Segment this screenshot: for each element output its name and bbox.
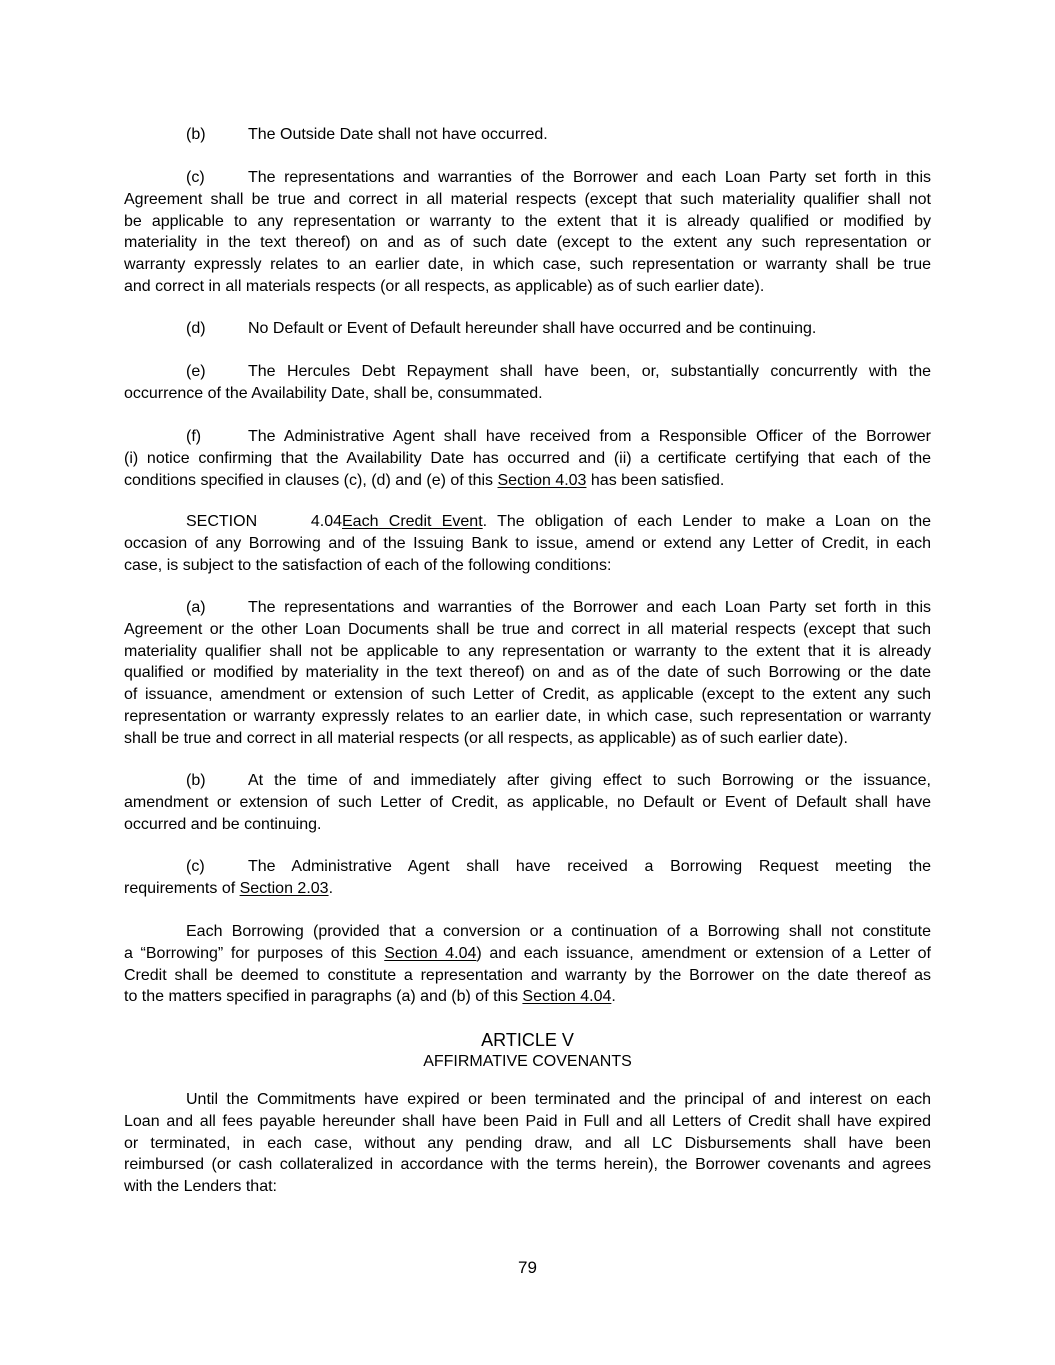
article-heading bbox=[124, 1030, 931, 1072]
clause-c-representations bbox=[124, 167, 931, 298]
text-segment: . bbox=[611, 988, 616, 1006]
text-line bbox=[124, 361, 931, 383]
text-line bbox=[124, 770, 931, 792]
clause-c-borrowing-request bbox=[124, 856, 931, 900]
text-line: with the Lenders that: bbox=[124, 1178, 277, 1196]
clause-f-officer-certificate bbox=[124, 426, 931, 491]
text-line bbox=[124, 470, 931, 492]
text-line: Until the Commitments have expired or been terminated and the principal of and interest on each bbox=[186, 1091, 931, 1108]
text-line: case, is subject to the satisfaction of each of the following conditions: bbox=[124, 556, 612, 574]
text-line: materiality in the text thereof) on and as of such date (except to the extent any such representation or bbox=[124, 234, 931, 252]
paragraph-each-borrowing bbox=[124, 921, 931, 1008]
text-segment: a “Borrowing” for purposes of this bbox=[124, 944, 385, 962]
text-line bbox=[124, 943, 931, 965]
text-line: representation or warranty expressly relates to an earlier date, in which case, such representation or warranty bbox=[124, 707, 931, 725]
text-line: materiality qualifier shall not be applicable to any representation or warranty to the extent that it is already bbox=[124, 642, 931, 660]
clause-label: (a) bbox=[186, 599, 206, 616]
section-reference: Section 4.03 bbox=[497, 471, 587, 489]
page-number: 79 bbox=[518, 1258, 537, 1277]
text-segment: No Default or Event of Default hereunder shall have occurred and be continuing. bbox=[248, 320, 817, 337]
text-line: shall be true and correct in all material respects (or all respects, as applicable) as of such earlier date). bbox=[124, 729, 848, 747]
clause-label: (e) bbox=[186, 363, 206, 380]
text-line: Agreement shall be true and correct in all material respects (except that such materiality qualifier shall not bbox=[124, 190, 931, 208]
article-title: AFFIRMATIVE COVENANTS bbox=[423, 1053, 632, 1070]
text-segment: The representations and warranties of the Borrower and each Loan Party set forth in this bbox=[248, 599, 931, 616]
text-segment: to the matters specified in paragraphs (a) and (b) of this bbox=[124, 988, 523, 1006]
text-segment: requirements of bbox=[124, 879, 240, 897]
clause-label: (f) bbox=[186, 428, 202, 445]
text-line bbox=[124, 318, 931, 340]
text-line bbox=[124, 856, 931, 878]
clause-b-no-default bbox=[124, 770, 931, 835]
text-line bbox=[124, 124, 931, 146]
clause-label: (d) bbox=[186, 320, 206, 337]
text-segment: At the time of and immediately after giving effect to such Borrowing or the issuance, bbox=[248, 772, 931, 789]
text-line bbox=[124, 597, 931, 619]
clause-label: (b) bbox=[186, 126, 206, 143]
text-segment: The representations and warranties of the Borrower and each Loan Party set forth in this bbox=[248, 169, 931, 186]
clause-label: (c) bbox=[186, 858, 205, 875]
text-segment: The Administrative Agent shall have received from a Responsible Officer of the Borrower bbox=[248, 428, 931, 445]
text-line bbox=[124, 426, 931, 448]
clause-label: (b) bbox=[186, 772, 206, 789]
text-line: amendment or extension of such Letter of Credit, as applicable, no Default or Event of Default shall have bbox=[124, 793, 931, 811]
text-line: occasion of any Borrowing and of the Issuing Bank to issue, amend or extend any Letter of Credit, in each bbox=[124, 534, 931, 552]
text-segment: . The obligation of each Lender to make a Loan on the bbox=[482, 513, 932, 530]
text-line: reimbursed (or cash collateralized in accordance with the terms herein), the Borrower covenants and agrees bbox=[124, 1156, 931, 1174]
text-segment: The Outside Date shall not have occurred. bbox=[248, 126, 548, 143]
text-line: be applicable to any representation or warranty to the extent that it is already qualified or modified by bbox=[124, 212, 931, 230]
section-number: SECTION 4.04 bbox=[186, 513, 342, 530]
text-line: warranty expressly relates to an earlier date, in which case, such representation or warranty shall be true bbox=[124, 256, 931, 274]
clause-a-representations bbox=[124, 597, 931, 750]
text-line: Loan and all fees payable hereunder shall have been Paid in Full and all Letters of Credit shall have expired bbox=[124, 1112, 931, 1130]
clause-d-no-default bbox=[124, 318, 931, 340]
text-segment: The Administrative Agent shall have received a Borrowing Request meeting the bbox=[248, 858, 931, 875]
text-line: occurred and be continuing. bbox=[124, 815, 322, 833]
text-line: Agreement or the other Loan Documents shall be true and correct in all material respects (except that such bbox=[124, 620, 931, 638]
section-reference: Section 4.04 bbox=[384, 944, 477, 962]
text-segment: has been satisfied. bbox=[586, 471, 725, 489]
text-segment: conditions specified in clauses (c), (d) and (e) of this bbox=[124, 471, 498, 489]
section-4-04 bbox=[124, 511, 931, 576]
clause-label: (c) bbox=[186, 169, 205, 186]
clause-e-hercules-repayment bbox=[124, 361, 931, 405]
text-line: Each Borrowing (provided that a conversion or a continuation of a Borrowing shall not constitute bbox=[186, 923, 931, 940]
text-line bbox=[124, 167, 931, 189]
text-line: Credit shall be deemed to constitute a representation and warranty by the Borrower on the date thereof as bbox=[124, 966, 931, 984]
section-reference: Section 4.04 bbox=[522, 988, 612, 1006]
clause-b-outside-date bbox=[124, 124, 931, 146]
text-line: qualified or modified by materiality in the text thereof) on and as of the date of such Borrowing or the date bbox=[124, 664, 931, 682]
section-title: Each Credit Event bbox=[342, 513, 483, 530]
text-line: and correct in all materials respects (or all respects, as applicable) as of such earlier date). bbox=[124, 277, 765, 295]
text-segment: ) and each issuance, amendment or extension of a Letter of bbox=[476, 944, 931, 962]
paragraph-covenants-intro bbox=[124, 1089, 931, 1198]
text-segment: . bbox=[328, 879, 334, 897]
text-line bbox=[124, 986, 931, 1008]
text-line bbox=[124, 511, 931, 533]
section-reference: Section 2.03 bbox=[239, 879, 329, 897]
text-segment: The Hercules Debt Repayment shall have been, or, substantially concurrently with the bbox=[248, 363, 931, 380]
text-line: occurrence of the Availability Date, shall be, consummated. bbox=[124, 384, 543, 402]
text-line: or terminated, in each case, without any pending draw, and all LC Disbursements shall have been bbox=[124, 1134, 931, 1152]
text-line: (i) notice confirming that the Availability Date has occurred and (ii) a certificate certifying that each of the bbox=[124, 449, 931, 467]
text-line: of issuance, amendment or extension of such Letter of Credit, as applicable (except to the extent any such bbox=[124, 686, 931, 704]
text-line bbox=[124, 878, 931, 900]
article-number: ARTICLE V bbox=[481, 1030, 574, 1050]
